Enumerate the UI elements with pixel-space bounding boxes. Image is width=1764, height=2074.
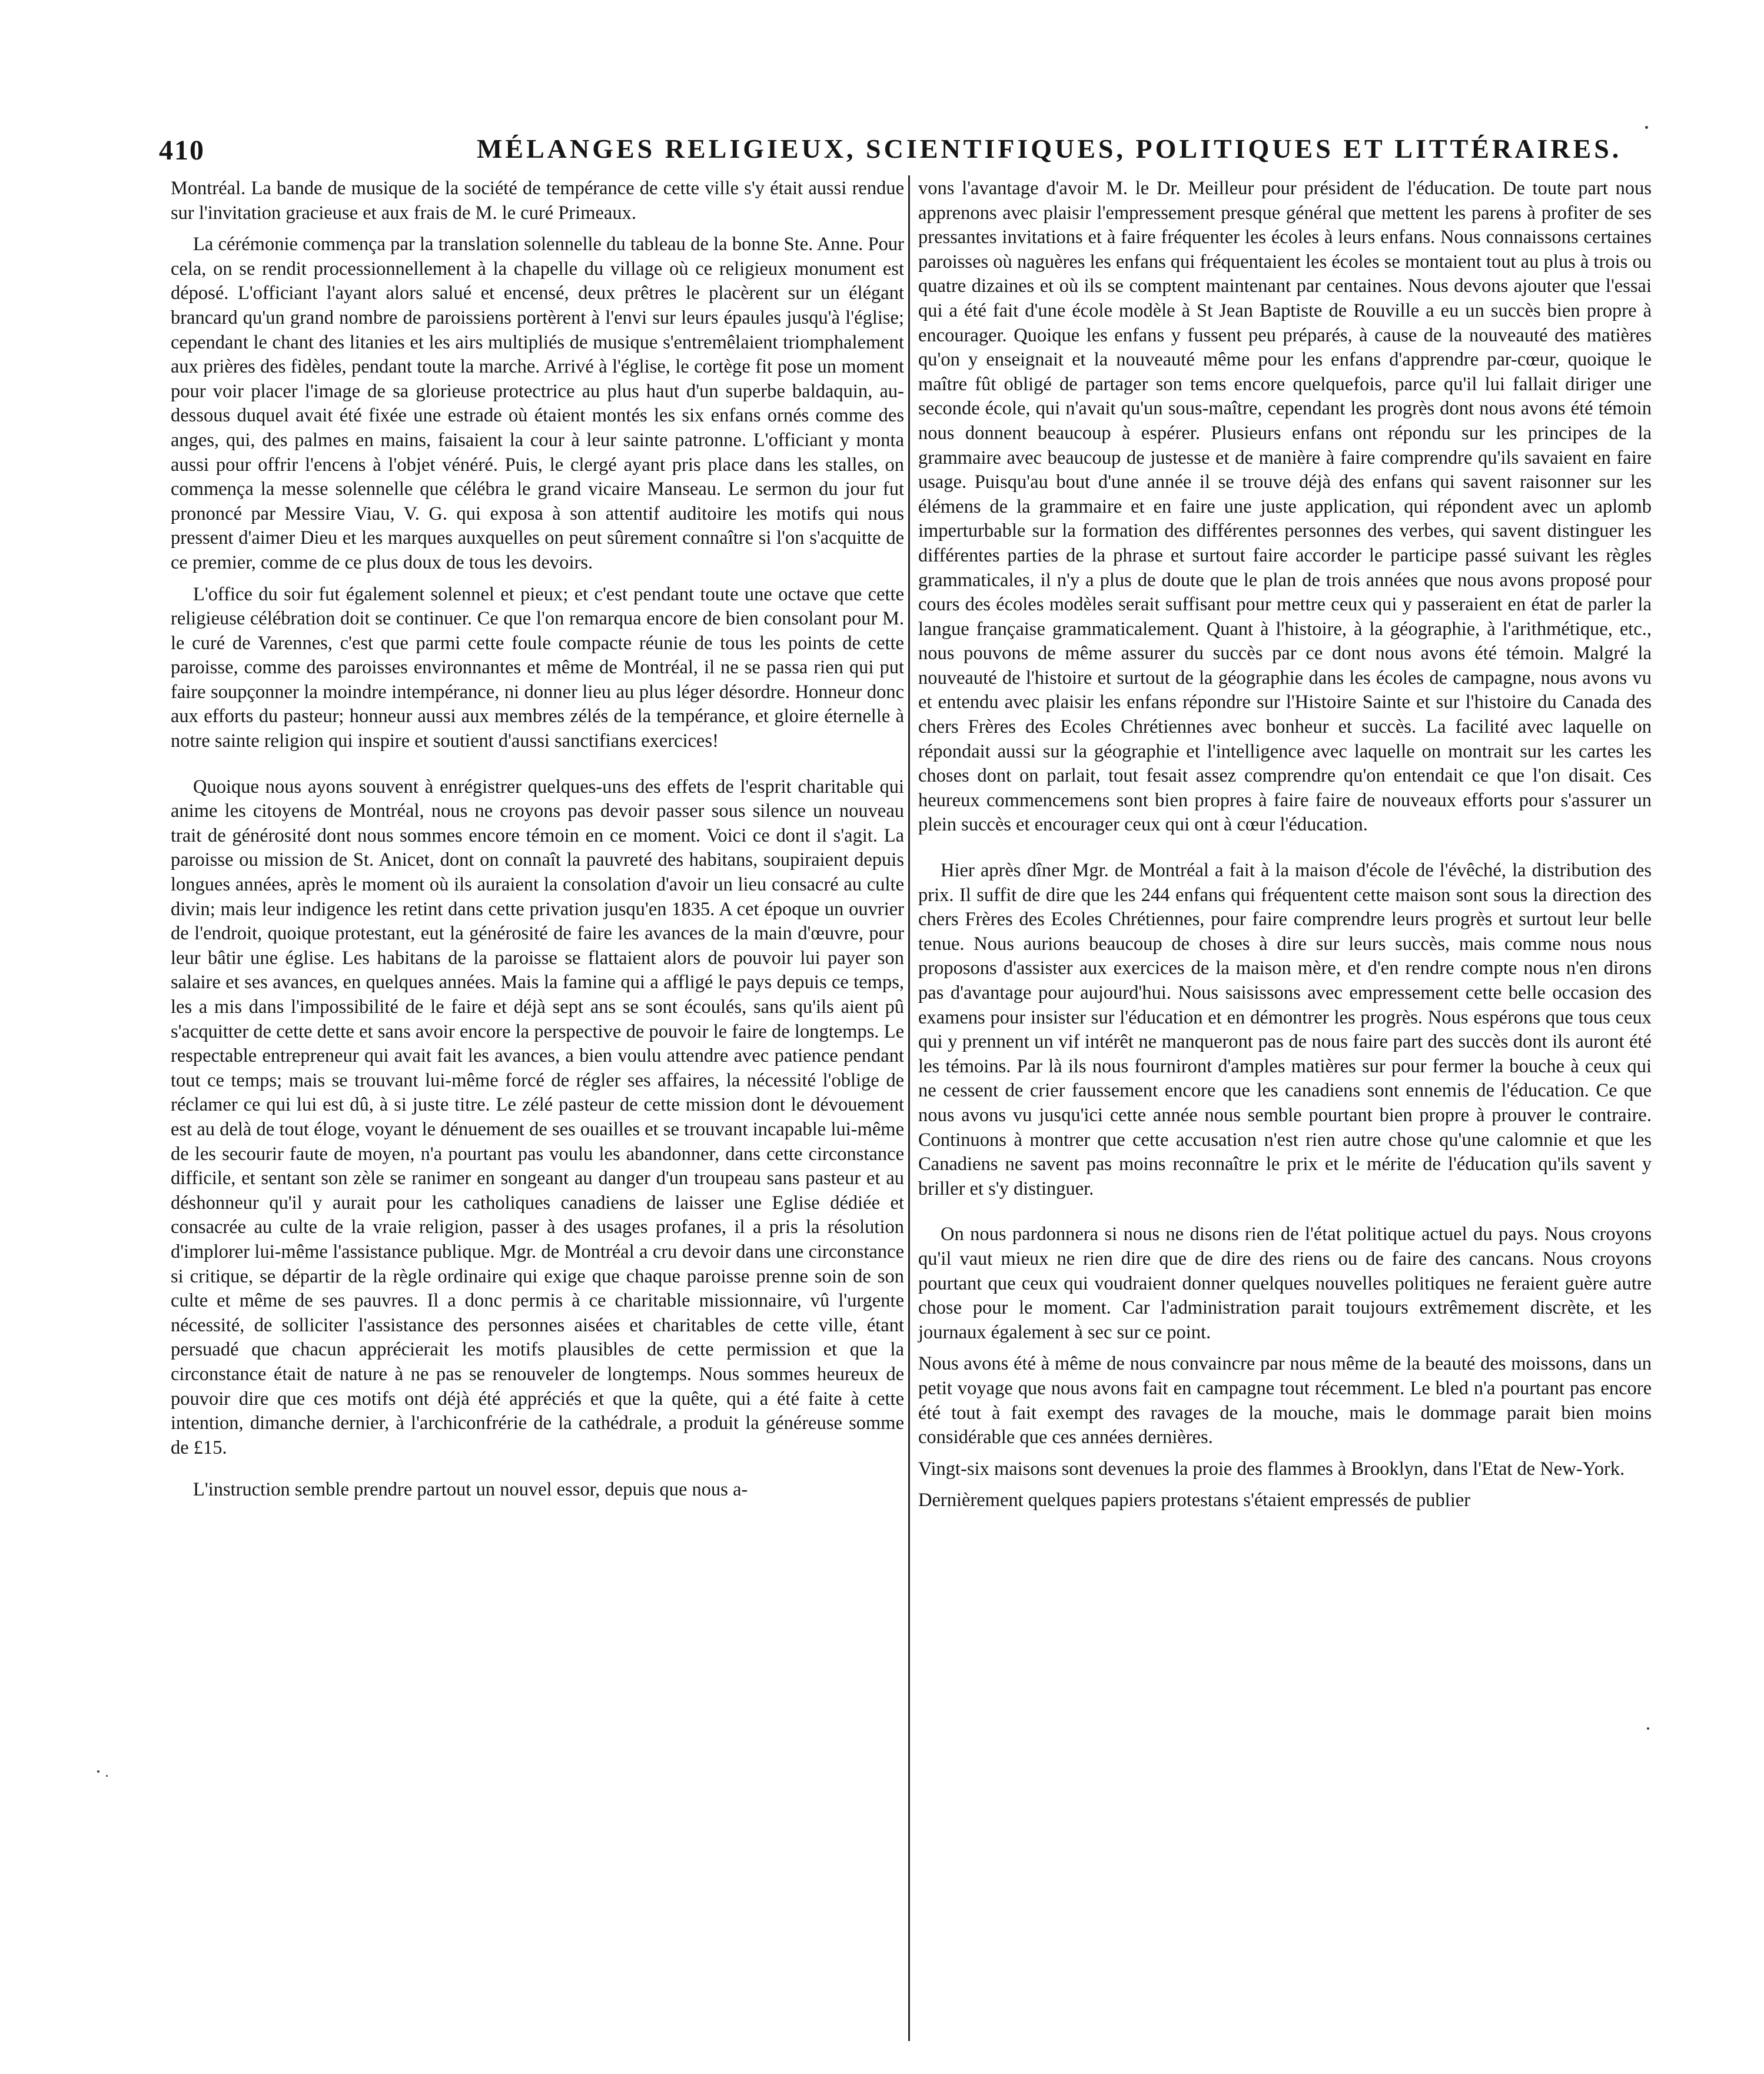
paragraph: Quoique nous ayons souvent à enrégistrer quelques-uns des effets de l'esprit charitable qui anime les citoyens de Montréal, nous ne croyons pas devoir passer sous silence un nouveau trait de générosité dont nous sommes encore témoin en ce moment. Voici ce dont il s'agit. La paroisse ou mission de St. Anicet, dont on connaît la pauvreté des habitans, soupiraient depuis longues années, après le moment où ils auraient la consolation d'avoir un lieu consacré au culte divin; mais leur indigence les retint dans cette privation jusqu'en 1835. A cet époque un ouvrier de l'endroit, quoique protestant, eut la générosité de faire les avances de la main d'œuvre, pour leur bâtir une église. Les habitans de la paroisse se flattaient alors de pouvoir lui payer son salaire et ses avances, en quelques années. Mais la famine qui a affligé le pays depuis ce temps, les a mis dans l'impossibilité de le faire et déjà sept ans se sont écoulés, sans qu'ils aient pû s'acquitter de cette dette et sans avoir encore la perspective de pouvoir le faire de longtemps. Le respectable entrepreneur qui avait fait les avances, a bien voulu attendre avec patience pendant tout ce temps; mais se trouvant lui-même forcé de régler ses affaires, la nécessité l'oblige de réclamer ce qui lui est dû, à si juste titre. Le zélé pasteur de cette mission dont le dévouement est au delà de tout éloge, voyant le dénuement de ses ouailles et se trouvant incapable lui-même de les secourir faute de moyen, n'a pourtant pas voulu les abandonner, dans cette circonstance difficile, et sentant son zèle se ranimer en songeant au danger d'un troupeau sans pasteur et au déshonneur qu'il y aurait pour les catholiques canadiens de laisser une Eglise dédiée et consacrée au culte de la vraie religion, passer à des usages profanes, il a pris la résolution d'implorer lui-même l'assistance publique. Mgr. de Montréal a cru devoir dans une circonstance si critique, se départir de la règle ordinaire qui exige que chaque paroisse prenne soin de son culte et même de ses pauvres. Il a donc permis à ce charitable missionnaire, vû l'urgente nécessité, de solliciter l'assistance des personnes aisées et charitables de cette ville, étant persuadé que chacun apprécierait les motifs plausibles de cette permission et que la circonstance était de nature à ne pas se renouveler de longtemps. Nous sommes heureux de pouvoir dire que ces motifs ont déjà été appréciés et que la quête, qui a été faite à cette intention, dimanche dernier, à l'archiconfrérie de la cathédrale, a produit la généreuse somme de £15. — [171, 776, 904, 1458]
paragraph: La cérémonie commença par la translation solennelle du tableau de la bonne Ste. Anne. Pour cela, on se rendit processionnellement à la chapelle du village où ce religieux monument est déposé. L'officiant l'ayant alors salué et encensé, deux prêtres le placèrent sur un élégant brancard qu'un grand nombre de paroissiens portèrent à l'envi sur leurs épaules jusqu'à l'église; cependant le chant des litanies et les airs multipliés de musique s'entremêlaient triomphalement aux prières des fidèles, pendant toute la marche. Arrivé à l'église, le cortège fit pose un moment pour voir placer l'image de sa glorieuse protectrice au plus haut d'un superbe baldaquin, au-dessous duquel avait été fixée une estrade où étaient montés les six enfans ornés comme des anges, qui, des palmes en mains, faisaient la cour à leur sainte patronne. L'officiant y monta aussi pour offrir l'encens à l'objet vénéré. Puis, le clergé ayant pris place dans les stalles, on commença la messe solennelle que célébra le grand vicaire Manseau. Le sermon du jour fut prononcé par Messire Viau, V. G. qui exposa à son attentif auditoire les motifs qui nous pressent d'aimer Dieu et les marques auxquelles on peut sûrement connaître si l'on s'acquitte de ce premier, comme de ce plus doux de tous les devoirs. — [171, 234, 904, 573]
right-column — [918, 177, 1652, 1513]
scan-speck — [1647, 1727, 1649, 1730]
paragraph: L'office du soir fut également solennel et pieux; et c'est pendant toute une octave que cette religieuse célébration doit se continuer. Ce que l'on remarqua encore de bien consolant pour M. le curé de Varennes, c'est que parmi cette foule compacte réunie de tous les points de cette paroisse, comme des paroisses environnantes et même de Montréal, il ne se passa rien qui put faire soupçonner la moindre intempérance, ni donner lieu au plus léger désordre. Honneur donc aux efforts du pasteur; honneur aussi aux membres zélés de la tempérance, et gloire éternelle à notre sainte religion qui inspire et soutient d'aussi sanctifians exercices! — [171, 583, 904, 752]
running-head — [159, 131, 1654, 172]
paragraph: vons l'avantage d'avoir M. le Dr. Meilleur pour président de l'éducation. De toute part nous apprenons avec plaisir l'empressement presque général que mettent les parens à profiter de ses pressantes invitations et à faire fréquenter les écoles à leurs enfans. Nous connaissons certaines paroisses où naguères les enfans qui fréquentaient les écoles se montaient tout au plus à trois ou quatre dizaines et où ils se comptent maintenant par centaines. Nous devons ajouter que l'essai qui a été fait d'une école modèle à St Jean Baptiste de Rouville a eu un succès bien propre à encourager. Quoique les enfans y fussent peu préparés, à cause de la nouveauté des matières qu'on y enseignait et la nouveauté même pour les enfans d'apprendre par-cœur, quoique le maître fût obligé de partager son tems encore quelquefois, parce qu'il lui fallait diriger une seconde école, qui n'avait qu'un sous-maître, cependant les progrès dont nous avons été témoin nous donnent beaucoup à espérer. Plusieurs enfans ont répondu sur les principes de la grammaire avec beaucoup de justesse et de manière à faire comprendre qu'ils savaient en faire usage. Puisqu'au bout d'une année il se trouve déjà des enfans qui savent raisonner sur les élémens de la grammaire et en faire une juste application, qui répondent avec un aplomb imperturbable sur la formation des différentes personnes des verbes, qui savent distinguer les différentes parties de la phrase et surtout faire accorder le participe passé suivant les règles grammaticales, il n'y a plus de doute que le plan de trois années que nous avons proposé pour cours des écoles modèles serait suffisant pour mettre ceux qui y passeraient en état de parler la langue française grammaticalement. Quant à l'histoire, à la géographie, à l'arithmétique, etc., nous pouvons de même assurer du succès par ce dont nous avons été témoin. Malgré la nouveauté de l'histoire et surtout de la géographie dans les écoles de campagne, nous avons vu et entendu avec plaisir les enfans répondre sur l'Histoire Sainte et sur l'histoire du Canada des chers Frères des Ecoles Chrétiennes avec bonheur et succès. La facilité avec laquelle on répondait aussi sur la géographie et l'intelligence avec laquelle on montrait sur les cartes les choses dont on parlait, tout fesait assez comprendre qu'on entendait ce que l'on disait. Ces heureux commencemens sont bien propres à faire faire de nouveaux efforts pour s'assurer un plein succès et encourager ceux qui ont à cœur l'éducation. — [918, 178, 1652, 836]
paragraph: Dernièrement quelques papiers protestans s'étaient empressés de publier — [918, 1490, 1471, 1511]
column-rule — [908, 175, 910, 2041]
paragraph: Vingt-six maisons sont devenues la proie des flammes à Brooklyn, dans l'Etat de New-York. — [918, 1458, 1625, 1480]
left-column — [171, 177, 904, 1503]
paragraph: Hier après dîner Mgr. de Montréal a fait à la maison d'école de l'évêché, la distribution des prix. Il suffit de dire que les 244 enfans qui fréquentent cette maison sont sous la direction des chers Frères des Ecoles Chrétiennes, pour faire comprendre leurs progrès et surtout leur belle tenue. Nous aurions beaucoup de choses à dire sur leurs succès, mais comme nous nous proposons d'assister aux exercices de la maison mère, et d'en rendre compte nous n'en dirons pas d'avantage pour aujourd'hui. Nous saisissons avec empressement cette belle occasion des examens pour insister sur l'éducation et en démontrer les progrès. Nous espérons que tous ceux qui y prennent un vif intérêt ne manqueront pas de nous faire part des succès dont ils auront été les témoins. Par là ils nous fourniront d'amples matières sur pour fermer la bouche à ceux qui ne cessent de crier faussement encore que les canadiens sont ennemis de l'éducation. Ce que nous avons vu jusqu'ici cette année nous semble pourtant bien propre à prouver le contraire. Continuons à montrer que cette accusation n'est rien autre chose qu'une calomnie et que les Canadiens ne savent pas moins reconnaître le prix et le mérite de l'éducation qu'ils savent y briller et s'y distinguer. — [918, 860, 1652, 1199]
scan-speck — [106, 1775, 108, 1777]
page-number: 410 — [159, 135, 205, 166]
running-title: MÉLANGES RELIGIEUX, SCIENTIFIQUES, POLITIQUES ET LITTÉRAIRES. — [477, 134, 1622, 164]
scan-speck — [97, 1770, 99, 1773]
paragraph: Nous avons été à même de nous convaincre par nous même de la beauté des moissons, dans un petit voyage que nous avons fait en campagne tout récemment. Le bled n'a pourtant pas encore été tout à fait exempt des ravages de la mouche, mais le dommage parait bien moins considérable que ces années dernières. — [918, 1353, 1652, 1448]
paragraph: On nous pardonnera si nous ne disons rien de l'état politique actuel du pays. Nous croyons qu'il vaut mieux ne rien dire que de dire des riens ou de faire des cancans. Nous croyons pourtant que ceux qui voudraient donner quelques nouvelles politiques ne feraient guère autre chose pour le moment. Car l'administration parait toujours extrêmement discrète, et les journaux également à sec sur ce point. — [918, 1224, 1652, 1343]
paragraph: Montréal. La bande de musique de la société de tempérance de cette ville s'y était aussi rendue sur l'invitation gracieuse et aux frais de M. le curé Primeaux. — [171, 178, 904, 224]
scan-speck — [1645, 126, 1648, 129]
paragraph: L'instruction semble prendre partout un nouvel essor, depuis que nous a- — [193, 1479, 748, 1501]
